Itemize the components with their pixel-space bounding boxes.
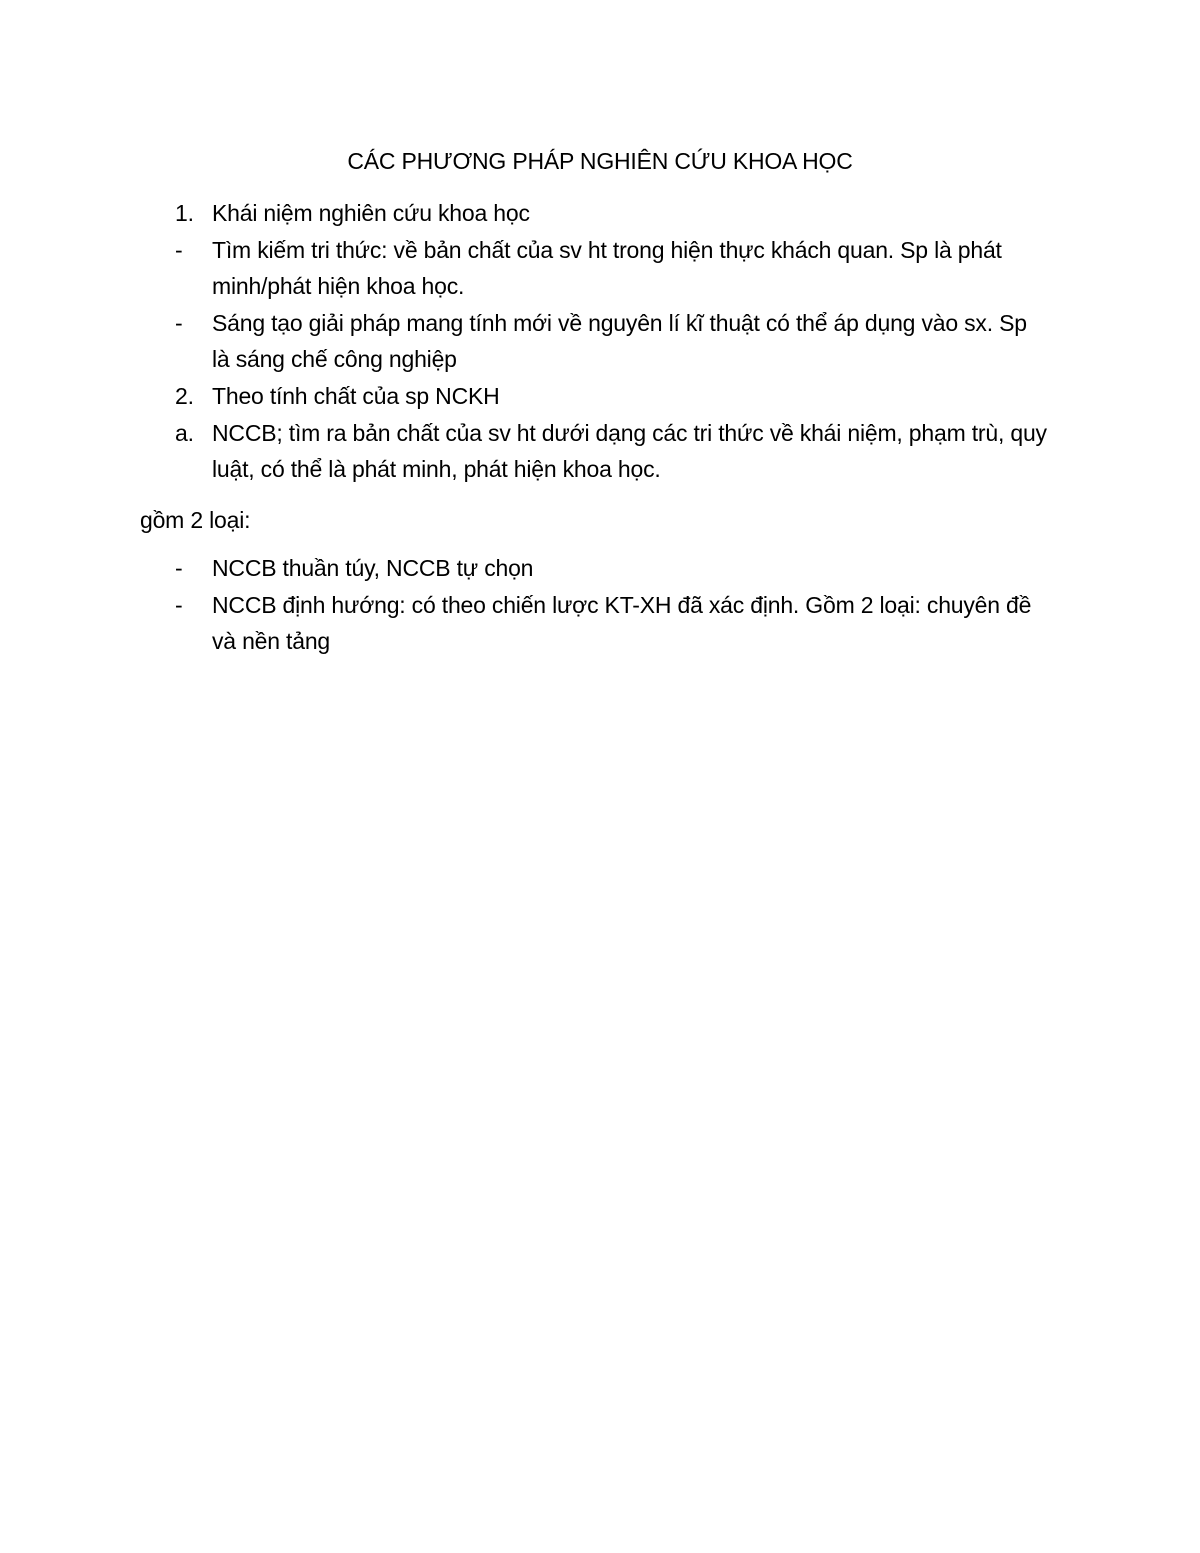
list-item: [0, 232, 1200, 304]
list-marker: -: [175, 237, 183, 263]
outline-list-main: [0, 195, 1200, 488]
list-item-text: NCCB thuần túy, NCCB tự chọn: [212, 555, 534, 581]
list-item: [0, 378, 1200, 414]
body-paragraph: gồm 2 loại:: [140, 507, 251, 533]
list-item-text: Sáng tạo giải pháp mang tính mới về nguyên lí kĩ thuật có thể áp dụng vào sx. Sp là sáng chế công nghiệp: [212, 310, 1027, 372]
list-marker: -: [175, 310, 183, 336]
outline-list-types: [0, 550, 1200, 660]
list-item-text: Theo tính chất của sp NCKH: [212, 383, 500, 409]
list-item: [0, 550, 1200, 586]
list-marker: -: [175, 592, 183, 618]
list-item: [0, 415, 1200, 487]
document-title: CÁC PHƯƠNG PHÁP NGHIÊN CỨU KHOA HỌC: [347, 148, 853, 174]
list-marker: 1.: [175, 200, 194, 226]
list-item-text: NCCB; tìm ra bản chất của sv ht dưới dạng các tri thức về khái niệm, phạm trù, quy luật, có thể là phát minh, phát hiện khoa học.: [212, 420, 1047, 482]
list-item: [0, 305, 1200, 377]
list-item-text: Tìm kiếm tri thức: về bản chất của sv ht trong hiện thực khách quan. Sp là phát minh/phát hiện khoa học.: [212, 237, 1002, 299]
list-marker: a.: [175, 420, 194, 446]
list-item: [0, 587, 1200, 659]
list-marker: -: [175, 555, 183, 581]
list-item: [0, 195, 1200, 231]
list-marker: 2.: [175, 383, 194, 409]
list-item-text: Khái niệm nghiên cứu khoa học: [212, 200, 530, 226]
list-item-text: NCCB định hướng: có theo chiến lược KT-XH đã xác định. Gồm 2 loại: chuyên đề và nền tảng: [212, 592, 1032, 654]
